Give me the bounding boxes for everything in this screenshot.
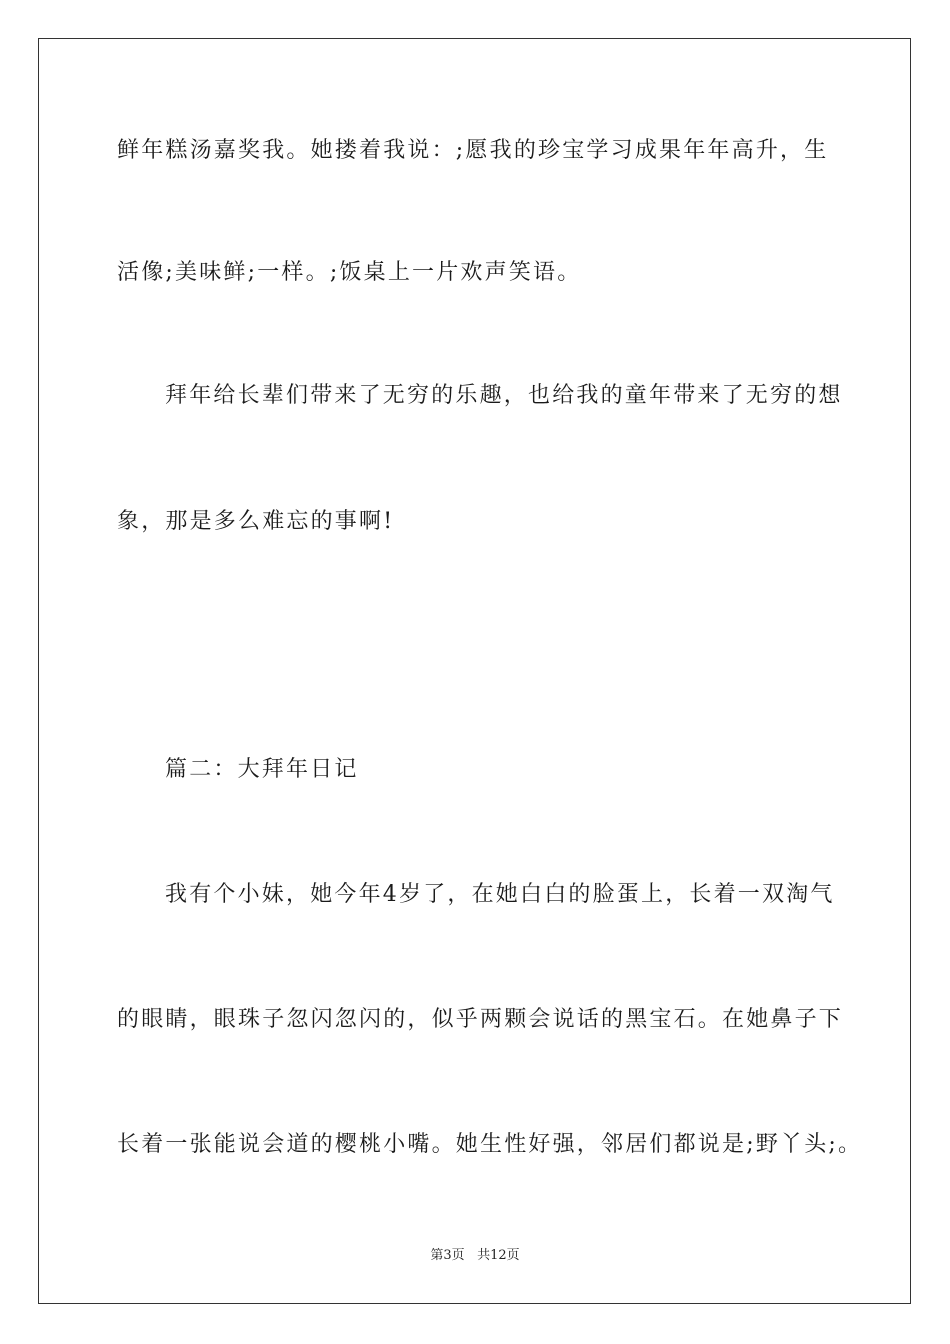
- page-border: [38, 38, 911, 1304]
- paragraph-line: 活像;美味鲜;一样。;饭桌上一片欢声笑语。: [117, 260, 582, 285]
- paragraph-line: 的眼睛，眼珠子忽闪忽闪的，似乎两颗会说话的黑宝石。在她鼻子下: [117, 1007, 844, 1032]
- section-heading: 篇二：大拜年日记: [165, 757, 359, 782]
- page-total: 共12页: [477, 1248, 520, 1263]
- page-footer: [0, 1247, 950, 1265]
- paragraph-line: 鲜年糕汤嘉奖我。她搂着我说：;愿我的珍宝学习成果年年高升，生: [117, 138, 829, 163]
- paragraph-line: 象，那是多么难忘的事啊!: [117, 509, 395, 534]
- page-number: 第3页: [430, 1248, 465, 1263]
- paragraph-line: 我有个小妹，她今年4岁了，在她白白的脸蛋上，长着一双淘气: [165, 882, 835, 907]
- paragraph-line: 拜年给长辈们带来了无穷的乐趣，也给我的童年带来了无穷的想: [165, 383, 843, 408]
- paragraph-line: 长着一张能说会道的樱桃小嘴。她生性好强，邻居们都说是;野丫头;。: [117, 1132, 863, 1157]
